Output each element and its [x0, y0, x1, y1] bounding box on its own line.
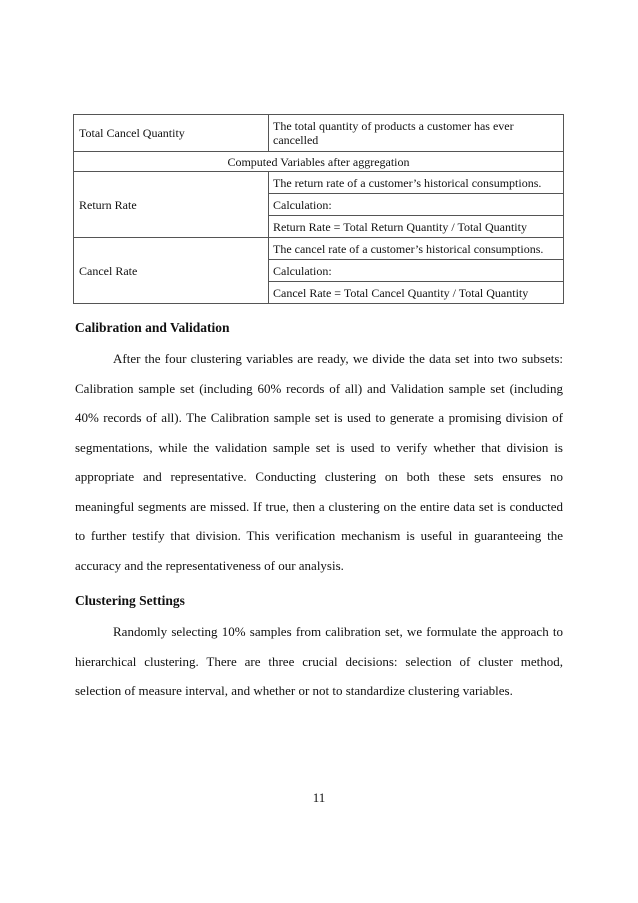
variable-name: Cancel Rate — [74, 238, 269, 304]
table-section-caption: Computed Variables after aggregation — [74, 152, 564, 172]
page-number: 11 — [312, 790, 326, 805]
variables-table — [73, 114, 564, 304]
calculation-formula: Return Rate = Total Return Quantity / Total Quantity — [269, 216, 564, 238]
section-paragraph: Randomly selecting 10% samples from calibration set, we formulate the approach to hierarchical clustering. There are three crucial decisions: selection of cluster method, selection of measure interval, and whether or not to standardize clustering variables. — [75, 624, 563, 698]
section-heading: Calibration and Validation — [75, 320, 230, 335]
section-heading: Clustering Settings — [75, 593, 185, 608]
variable-description: The cancel rate of a customer’s historical consumptions. — [269, 238, 564, 260]
variable-name: Total Cancel Quantity — [74, 115, 269, 152]
variable-description: The total quantity of products a customer has ever cancelled — [269, 115, 564, 152]
calculation-formula: Cancel Rate = Total Cancel Quantity / Total Quantity — [269, 282, 564, 304]
table-row — [74, 238, 564, 260]
variable-name: Return Rate — [74, 172, 269, 238]
calculation-label: Calculation: — [269, 260, 564, 282]
section-paragraph: After the four clustering variables are ready, we divide the data set into two subsets: Calibration sample set (including 60% records of all) and Validation sample set (including 40% records of all). The Calibration sample set is used to generate a promising division of segmentations, while the validation sample set is used to verify whether that division is appropriate and representative. Conducting clustering on both these sets ensures no meaningful segments are missed. If true, then a clustering on the entire data set is conducted to further testify that division. This verification mechanism is useful in guaranteeing the accuracy and the representativeness of our analysis. — [75, 351, 563, 573]
table-row — [74, 152, 564, 172]
variable-description: The return rate of a customer’s historical consumptions. — [269, 172, 564, 194]
table-row — [74, 115, 564, 152]
table-row — [74, 172, 564, 194]
calculation-label: Calculation: — [269, 194, 564, 216]
